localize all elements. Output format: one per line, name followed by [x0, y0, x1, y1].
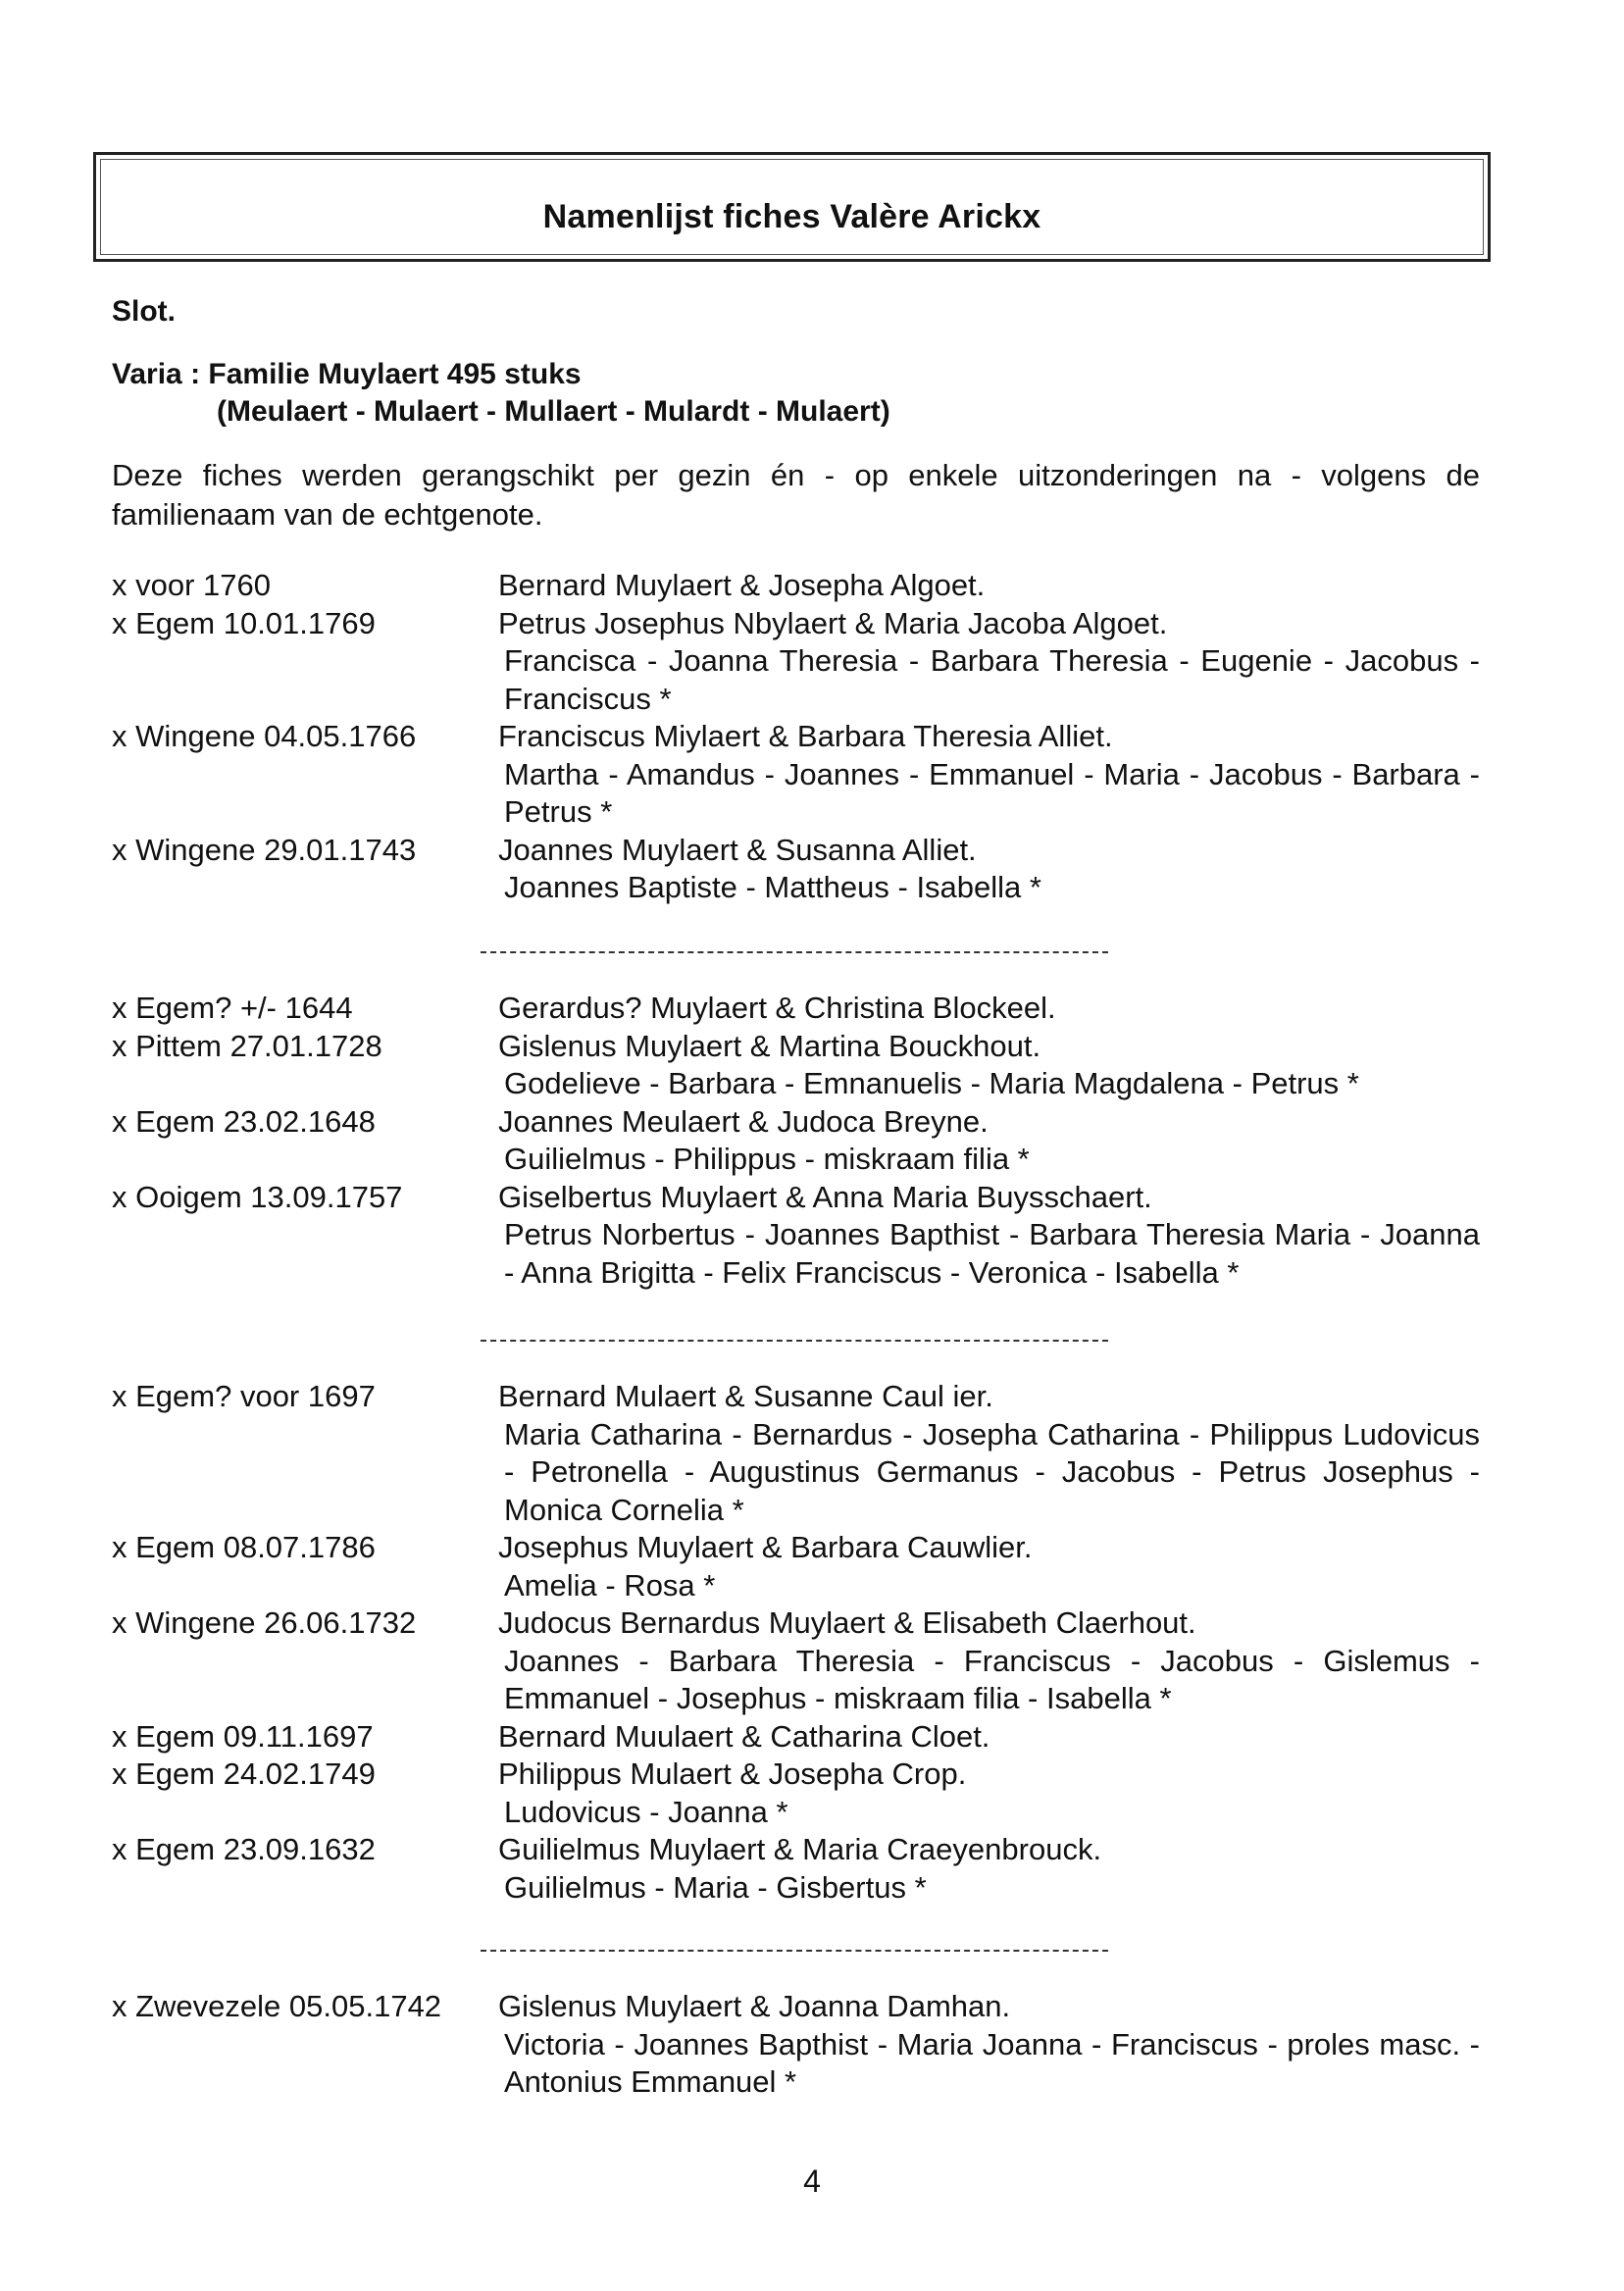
record-couple: Bernard Mulaert & Susanne Caul ier.	[498, 1379, 993, 1413]
varia-heading	[112, 356, 890, 431]
section-divider	[481, 951, 1108, 953]
record	[112, 1179, 1480, 1293]
record-couple: Philippus Mulaert & Josepha Crop.	[498, 1756, 967, 1791]
header-box	[93, 152, 1491, 262]
record-date: x Zwevezele 05.05.1742	[112, 1989, 442, 2023]
page-title: Namenlijst fiches Valère Arickx	[542, 198, 1041, 235]
record-body	[498, 990, 1480, 1028]
record-children: Francisca - Joanna Theresia - Barbara Theresia - Eugenie - Jacobus - Franciscus *	[504, 643, 1480, 716]
record-date: x Wingene 04.05.1766	[112, 719, 417, 753]
record-children: Godelieve - Barbara - Emnanuelis - Maria Magdalena - Petrus *	[504, 1066, 1359, 1100]
record-children: Victoria - Joannes Bapthist - Maria Joanna - Franciscus - proles masc. - Antonius Emmanuel *	[504, 2026, 1480, 2099]
record-couple: Joannes Meulaert & Judoca Breyne.	[498, 1103, 989, 1139]
records-section-1	[112, 567, 1480, 907]
intro-paragraph: Deze fiches werden gerangschikt per gezin én - op enkele uitzonderingen na - volgens de familienaam van de echtgenote.	[112, 458, 1480, 532]
record-date: x Egem 23.02.1648	[112, 1103, 376, 1139]
record-body	[498, 605, 1480, 719]
record	[112, 832, 1480, 907]
record-date: x Egem 23.09.1632	[112, 1832, 376, 1866]
record	[112, 990, 1480, 1028]
record-couple: Petrus Josephus Nbylaert & Maria Jacoba Algoet.	[498, 605, 1168, 640]
section-divider	[481, 1340, 1108, 1342]
record	[112, 1028, 1480, 1103]
record-body	[498, 567, 1480, 605]
record-body	[498, 1529, 1480, 1604]
record-body	[498, 1103, 1480, 1179]
record-body	[498, 718, 1480, 832]
record-children: Martha - Amandus - Joannes - Emmanuel - Maria - Jacobus - Barbara - Petrus *	[504, 756, 1480, 829]
record-children: Guilielmus - Philippus - miskraam filia *	[504, 1142, 1030, 1176]
record-children: Amelia - Rosa *	[504, 1567, 716, 1603]
record-body	[498, 1604, 1480, 1718]
record-body	[498, 1028, 1480, 1103]
record-date: x Egem? voor 1697	[112, 1379, 376, 1413]
record-date: x Egem 09.11.1697	[112, 1718, 374, 1754]
record	[112, 1529, 1480, 1604]
record-couple: Josephus Muylaert & Barbara Cauwlier.	[498, 1530, 1033, 1564]
record	[112, 1718, 1480, 1756]
record-couple: Gislenus Muylaert & Joanna Damhan.	[498, 1989, 1011, 2023]
record-couple: Joannes Muylaert & Susanna Alliet.	[498, 832, 977, 867]
record	[112, 1831, 1480, 1907]
record-couple: Judocus Bernardus Muylaert & Elisabeth Claerhout.	[498, 1605, 1196, 1640]
record	[112, 1378, 1480, 1529]
slot-label: Slot.	[112, 295, 176, 328]
record-body	[498, 1378, 1480, 1529]
record-couple: Guilielmus Muylaert & Maria Craeyenbrouck.	[498, 1832, 1102, 1866]
record	[112, 718, 1480, 832]
record-couple: Giselbertus Muylaert & Anna Maria Buysschaert.	[498, 1179, 1152, 1214]
record-couple: Franciscus Miylaert & Barbara Theresia Alliet.	[498, 719, 1113, 753]
record	[112, 1988, 1480, 2102]
page-number: 4	[803, 2164, 821, 2199]
record-couple: Gislenus Muylaert & Martina Bouckhout.	[498, 1028, 1041, 1063]
record-children: Maria Catharina - Bernardus - Josepha Catharina - Philippus Ludovicus - Petronella - Augustinus Germanus - Jacobus - Petrus Josephus - Monica Cornelia *	[504, 1416, 1480, 1527]
records-section-2	[112, 990, 1480, 1292]
record-date: x Egem? +/- 1644	[112, 991, 353, 1025]
record-date: x Pittem 27.01.1728	[112, 1028, 382, 1063]
varia-line-2: (Meulaert - Mulaert - Mullaert - Mulardt - Mulaert)	[217, 395, 890, 428]
record	[112, 1103, 1480, 1179]
record	[112, 567, 1480, 605]
record-date: x Ooigem 13.09.1757	[112, 1179, 403, 1214]
record-children: Ludovicus - Joanna *	[504, 1794, 788, 1829]
record-date: x Egem 08.07.1786	[112, 1530, 376, 1564]
record-date: x Egem 24.02.1749	[112, 1756, 376, 1791]
record-date: x voor 1760	[112, 568, 271, 602]
records-section-3	[112, 1378, 1480, 1907]
records-section-4	[112, 1988, 1480, 2102]
record	[112, 1604, 1480, 1718]
section-divider	[481, 1950, 1108, 1952]
record-couple: Gerardus? Muylaert & Christina Blockeel.	[498, 991, 1056, 1025]
record-children: Guilielmus - Maria - Gisbertus *	[504, 1869, 927, 1905]
record-children: Petrus Norbertus - Joannes Bapthist - Barbara Theresia Maria - Joanna - Anna Brigitta - Felix Franciscus - Veronica - Isabella *	[504, 1217, 1480, 1290]
record-body	[498, 1988, 1480, 2102]
record-children: Joannes - Barbara Theresia - Franciscus - Jacobus - Gislemus - Emmanuel - Josephus - miskraam filia - Isabella *	[504, 1643, 1480, 1715]
record-body	[498, 1718, 1480, 1756]
record-body	[498, 1179, 1480, 1293]
record-date: x Egem 10.01.1769	[112, 605, 376, 640]
varia-line-1: Varia : Familie Muylaert 495 stuks	[112, 358, 582, 390]
record-body	[498, 1756, 1480, 1831]
record-date: x Wingene 29.01.1743	[112, 832, 417, 867]
record-body	[498, 1831, 1480, 1907]
record	[112, 1756, 1480, 1831]
record-couple: Bernard Muulaert & Catharina Cloet.	[498, 1718, 990, 1754]
record-body	[498, 832, 1480, 907]
record-children: Joannes Baptiste - Mattheus - Isabella *	[504, 870, 1041, 904]
record-couple: Bernard Muylaert & Josepha Algoet.	[498, 568, 986, 602]
record-date: x Wingene 26.06.1732	[112, 1605, 417, 1640]
record	[112, 605, 1480, 719]
